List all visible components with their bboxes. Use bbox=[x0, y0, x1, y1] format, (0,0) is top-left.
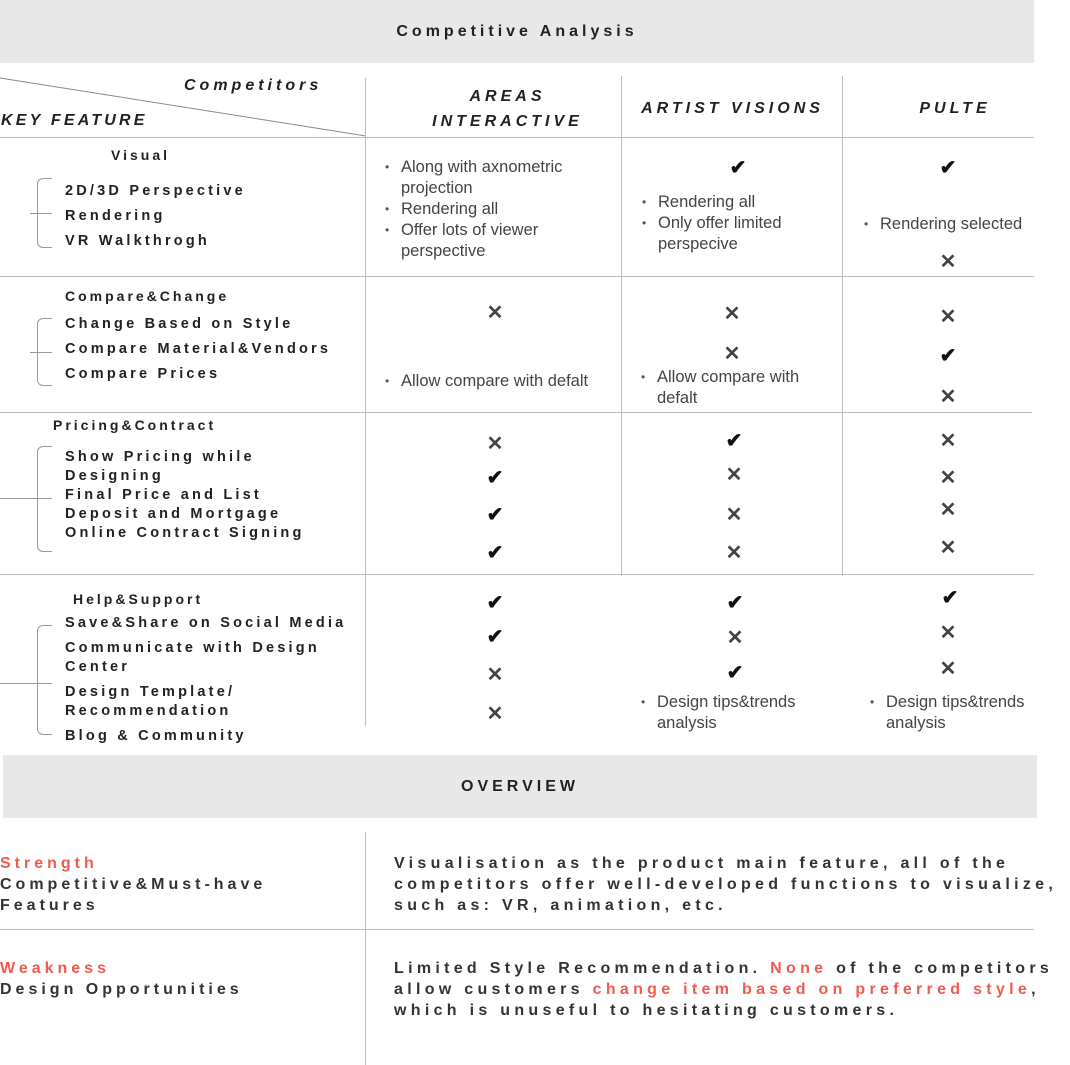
note-bullet: • Design tips&trends analysis bbox=[641, 692, 842, 734]
check-icon: ✔ bbox=[726, 662, 744, 684]
check-icon: ✔ bbox=[486, 626, 504, 648]
corner-key-feature-label: KEY FEATURE bbox=[1, 112, 148, 129]
category-visual: Visual bbox=[111, 147, 170, 163]
weakness-label: Weakness bbox=[0, 960, 110, 977]
weakness-highlight: change item based on preferred style bbox=[592, 981, 1032, 998]
weakness-text-part: , which is unuseful to hesitating customers. bbox=[394, 981, 1040, 1019]
note-bullet: • Only offer limited perspecive bbox=[642, 213, 838, 255]
cross-icon: ✕ bbox=[486, 703, 504, 725]
note-bullet: • Design tips&trends analysis bbox=[870, 692, 1066, 734]
column-header-artist-visions: ARTIST VISIONS bbox=[641, 100, 824, 117]
corner-competitors-label: Competitors bbox=[184, 77, 323, 94]
cross-icon: ✕ bbox=[723, 303, 741, 325]
column-header-pulte: PULTE bbox=[919, 100, 991, 117]
strength-text: Visualisation as the product main feature, all of the competitors offer well-developed functions to visualize, such as: VR, animation, etc. bbox=[394, 855, 1058, 914]
weakness-sublabel: Design Opportunities bbox=[0, 981, 243, 998]
bracket-tick bbox=[0, 498, 52, 499]
note-bullet: • Rendering all bbox=[385, 199, 616, 220]
feature-label: Show Pricing while Designing bbox=[65, 449, 255, 484]
feature-label: VR Walkthrogh bbox=[65, 233, 210, 249]
cross-icon: ✕ bbox=[939, 251, 957, 273]
column-header-areas-interactive: AREAS INTERACTIVE bbox=[432, 88, 583, 130]
check-icon: ✔ bbox=[725, 430, 743, 452]
feature-label: Change Based on Style bbox=[65, 316, 294, 332]
feature-label: Communicate with Design Center bbox=[65, 640, 320, 675]
cross-icon: ✕ bbox=[939, 430, 957, 452]
row-divider-3 bbox=[0, 574, 1034, 575]
row-divider-2 bbox=[0, 412, 1032, 413]
feature-label: Compare Prices bbox=[65, 366, 221, 382]
cross-icon: ✕ bbox=[939, 386, 957, 408]
check-icon: ✔ bbox=[941, 587, 959, 609]
cross-icon: ✕ bbox=[726, 627, 744, 649]
row-divider-header bbox=[0, 137, 1034, 138]
cross-icon: ✕ bbox=[939, 658, 957, 680]
cross-icon: ✕ bbox=[939, 537, 957, 559]
overview-row-divider bbox=[0, 929, 1034, 930]
feature-label: Save&Share on Social Media bbox=[65, 615, 347, 631]
row-divider-1 bbox=[0, 276, 1034, 277]
feature-label: Online Contract Signing bbox=[65, 525, 305, 541]
note-bullet: • Allow compare with defalt bbox=[385, 371, 631, 392]
cross-icon: ✕ bbox=[939, 499, 957, 521]
check-icon: ✔ bbox=[486, 467, 504, 489]
cross-icon: ✕ bbox=[486, 433, 504, 455]
check-icon: ✔ bbox=[486, 542, 504, 564]
feature-label: 2D/3D Perspective bbox=[65, 183, 246, 199]
check-icon: ✔ bbox=[939, 345, 957, 367]
feature-label: Final Price and List bbox=[65, 487, 262, 503]
cross-icon: ✕ bbox=[939, 306, 957, 328]
strength-label: Strength bbox=[0, 855, 98, 872]
strength-sublabel: Competitive&Must-have Features bbox=[0, 876, 267, 914]
weakness-text-part: of the competitors allow customers bbox=[394, 960, 1054, 998]
feature-label: Design Template/ Recommendation bbox=[65, 684, 236, 719]
col-divider-1 bbox=[365, 78, 366, 726]
cross-icon: ✕ bbox=[723, 343, 741, 365]
cross-icon: ✕ bbox=[725, 464, 743, 486]
bracket-tick bbox=[30, 213, 52, 214]
cross-icon: ✕ bbox=[939, 622, 957, 644]
note-bullet: • Allow compare with defalt bbox=[641, 367, 842, 409]
note-bullet: • Offer lots of viewer perspective bbox=[385, 220, 616, 262]
feature-label: Rendering bbox=[65, 208, 166, 224]
weakness-text-part: Limited Style Recommendation. bbox=[394, 960, 771, 977]
check-icon: ✔ bbox=[726, 592, 744, 614]
note-bullet: • Rendering selected bbox=[864, 214, 1060, 235]
cross-icon: ✕ bbox=[939, 467, 957, 489]
note-bullet: • Along with axnometric projection bbox=[385, 157, 616, 199]
bracket bbox=[37, 446, 52, 552]
category-help-support: Help&Support bbox=[73, 591, 204, 607]
col-divider-3 bbox=[842, 76, 843, 576]
overview-band bbox=[3, 755, 1037, 818]
check-icon: ✔ bbox=[939, 157, 957, 179]
note-bullet: • Rendering all bbox=[642, 192, 838, 213]
category-pricing-contract: Pricing&Contract bbox=[53, 417, 217, 433]
bracket-tick bbox=[0, 683, 52, 684]
overview-col-divider bbox=[365, 832, 366, 1065]
feature-label: Blog & Community bbox=[65, 728, 247, 744]
category-compare-change: Compare&Change bbox=[65, 288, 230, 304]
check-icon: ✔ bbox=[729, 157, 747, 179]
title-band bbox=[0, 0, 1034, 63]
page-title: Competitive Analysis bbox=[396, 22, 638, 40]
bracket-tick bbox=[30, 352, 52, 353]
overview-title: OVERVIEW bbox=[461, 777, 579, 795]
check-icon: ✔ bbox=[486, 592, 504, 614]
weakness-highlight: None bbox=[770, 960, 828, 977]
check-icon: ✔ bbox=[486, 504, 504, 526]
weakness-text bbox=[394, 958, 1064, 1021]
cross-icon: ✕ bbox=[725, 504, 743, 526]
cross-icon: ✕ bbox=[725, 542, 743, 564]
cross-icon: ✕ bbox=[486, 302, 504, 324]
bracket bbox=[37, 625, 52, 735]
col-divider-2 bbox=[621, 76, 622, 576]
feature-label: Compare Material&Vendors bbox=[65, 341, 332, 357]
feature-label: Deposit and Mortgage bbox=[65, 506, 282, 522]
cross-icon: ✕ bbox=[486, 664, 504, 686]
